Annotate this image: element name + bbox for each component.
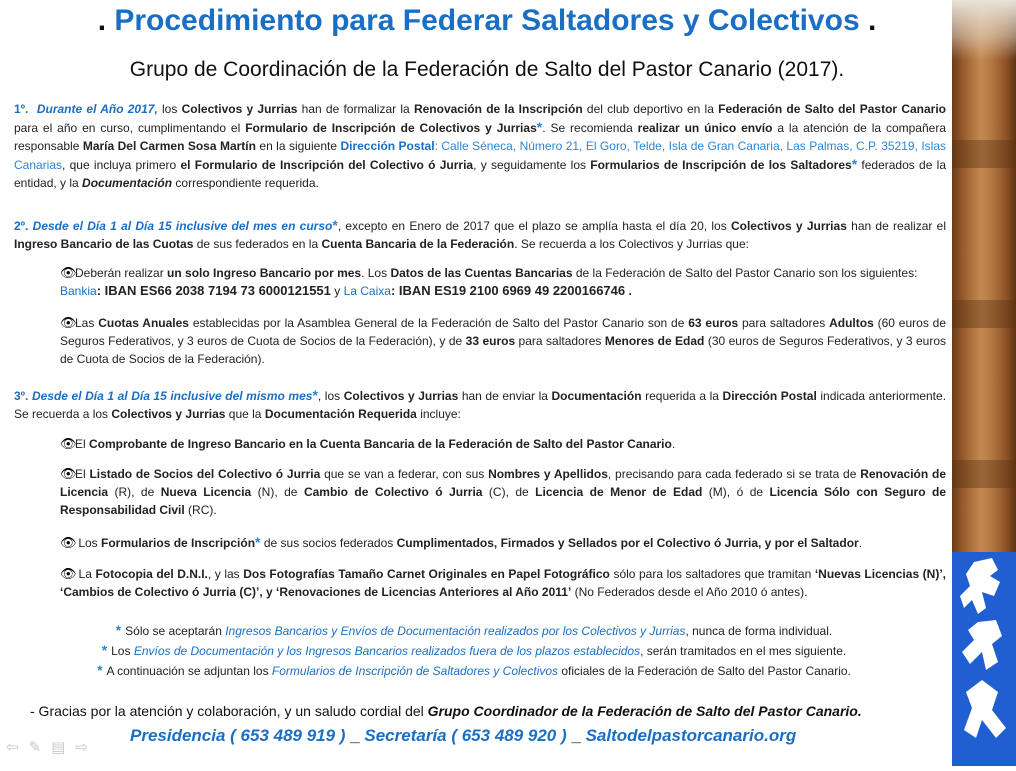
bank-name-bankia: Bankia — [60, 284, 97, 298]
bullet-bank-info: 👁Deberán realizar un solo Ingreso Bancario por mes. Los Datos de las Cuentas Bancarias de la Federación de Salto del Pastor Canario son los siguientes: Bankia: IBAN ES66 2038 7194 73 6000121551 y La Caixa: IBAN ES19 2100 6969 49 2200166746 . — [60, 265, 918, 298]
iban-lacaixa: : IBAN ES19 2100 6969 49 2200166746 — [390, 283, 626, 298]
eye-icon: 👁 — [60, 535, 77, 550]
asterisk-mark: * — [536, 119, 543, 135]
website-link[interactable]: Saltodelpastorcanario.org — [585, 726, 797, 745]
menu-icon[interactable]: ▤ — [51, 739, 66, 756]
p1-number: 1º. — [14, 102, 29, 116]
presidencia-phone: Presidencia ( 653 489 919 ) — [130, 726, 346, 745]
postal-address: : Calle Séneca, Número 21, El Goro, Telde, Isla de Gran Canaria, Las Palmas, C.P. 35219, Islas Canarias — [14, 139, 947, 172]
p1-date: Durante el Año 2017, — [36, 102, 158, 116]
jumper-silhouette-icon — [952, 552, 1016, 766]
eye-icon: 👁 — [60, 315, 77, 330]
bank-name-lacaixa: La Caixa — [343, 284, 391, 298]
eye-icon: 👁 — [60, 436, 77, 451]
bullet-bank-receipt: 👁El Comprobante de Ingreso Bancario en la Cuenta Bancaria de la Federación de Salto del Pastor Canario. — [60, 436, 676, 451]
note-3: * A continuación se adjuntan los Formularios de Inscripción de Saltadores y Colectivos oficiales de la Federación de Salto del Pastor Canario. — [97, 662, 851, 678]
page-subtitle: Grupo de Coordinación de la Federación de Salto del Pastor Canario (2017). — [129, 58, 845, 81]
previous-slide-icon[interactable]: ⇦ — [6, 739, 19, 756]
bullet-member-list: 👁El Listado de Socios del Colectivo ó Jurria que se van a federar, con sus Nombres y Apellidos, precisando para cada federado si se trata de Renovación de Licencia (R), de Nueva Licencia (N), de Cambio de Colectivo ó Jurria (C), de Licencia de Menor de Edad (M), ó de Licencia Sólo con Seguro de Responsabilidad Civil (RC). — [60, 466, 947, 517]
pole-highlight — [952, 0, 1016, 60]
note-2: * Los Envíos de Documentación y los Ingresos Bancarios realizados fuera de los plazos establecidos, serán tramitados en el mes siguiente. — [101, 642, 847, 658]
p2-number: 2º. — [14, 219, 29, 233]
note-1: * Sólo se aceptarán Ingresos Bancarios y Envíos de Documentación realizados por los Colectivos y Jurrias, nunca de forma individual. — [115, 622, 833, 638]
title-dot-left: . — [97, 4, 115, 37]
page-title — [22, 4, 952, 38]
next-slide-icon[interactable]: ⇨ — [75, 739, 88, 756]
eye-icon: 👁 — [60, 566, 77, 581]
iban-bankia: : IBAN ES66 2038 7194 73 6000121551 — [96, 283, 331, 298]
eye-icon: 👁 — [60, 466, 77, 481]
title-text: Procedimiento para Federar Saltadores y Colectivos — [114, 4, 860, 37]
paragraph-1: 1º. Durante el Año 2017, los Colectivos y Jurrias han de formalizar la Renovación de la Inscripción del club deportivo en la Federación de Salto del Pastor Canario para el año en curso, cumplimentando el Formulario de Inscripción de Colectivos y Jurrias*. Se recomienda realizar un único envío a la atención de la compañera responsable María Del Carmen Sosa Martín en la siguiente Dirección Postal: Calle Séneca, Número 21, El Goro, Telde, Isla de Gran Canaria, Las Palmas, C.P. 35219, Islas Canarias, que incluya primero el Formulario de Inscripción del Colectivo ó Jurria, y seguidamente los Formularios de Inscripción de los Saltadores* federados de la entidad, y la Documentación correspondiente requerida. — [14, 102, 947, 190]
pen-icon[interactable]: ✎ — [28, 739, 42, 756]
contact-footer: Presidencia ( 653 489 919 ) _ Secretaría ( 653 489 920 ) _ Saltodelpastorcanario.org — [130, 726, 797, 745]
paragraph-2: 2º. Desde el Día 1 al Día 15 inclusive del mes en curso*, excepto en Enero de 2017 que el plazo se amplía hasta el día 20, los Colectivos y Jurrias han de realizar el Ingreso Bancario de las Cuotas de sus federados en la Cuenta Bancaria de la Federación. Se recuerda a los Colectivos y Jurrias que: — [14, 217, 946, 251]
thanks-line: - Gracias por la atención y colaboración, y un saludo cordial del Grupo Coordinador de la Federación de Salto del Pastor Canario. — [30, 703, 862, 719]
title-dot-right: . — [859, 4, 877, 37]
slideshow-nav — [6, 738, 88, 758]
paragraph-3: 3º. Desde el Día 1 al Día 15 inclusive del mismo mes*, los Colectivos y Jurrias han de enviar la Documentación requerida a la Dirección Postal indicada anteriormente. Se recuerda a los Colectivos y Jurrias que la Documentación Requerida incluye: — [14, 387, 947, 421]
secretaria-phone: Secretaría ( 653 489 920 ) — [364, 726, 567, 745]
bullet-annual-fees: 👁Las Cuotas Anuales establecidas por la Asamblea General de la Federación de Salto del Pastor Canario son de 63 euros para saltadores Adultos (60 euros de Seguros Federativos, y 3 euros de Cuota de Socios de la Federación), y de 33 euros para saltadores Menores de Edad (30 euros de Seguros Federativos, y 3 euros de Cuota de Socios de la Federación). — [60, 315, 947, 366]
eye-icon: 👁 — [60, 265, 77, 280]
p3-number: 3º. — [14, 389, 29, 403]
bullet-id-photos: 👁 La Fotocopia del D.N.I., y las Dos Fotografías Tamaño Carnet Originales en Papel Fotográfico sólo para los saltadores que tramitan ‘Nuevas Licencias (N)’, ‘Cambios de Colectivo ó Jurria (C)’, y ‘Renovaciones de Licencias Anteriores al Año 2011’ (No Federados desde el Año 2010 ó antes). — [60, 566, 946, 599]
federation-logo — [952, 552, 1016, 766]
bullet-forms: 👁 Los Formularios de Inscripción* de sus socios federados Cumplimentados, Firmados y Sellados por el Colectivo ó Jurria, y por el Saltador. — [60, 534, 863, 550]
